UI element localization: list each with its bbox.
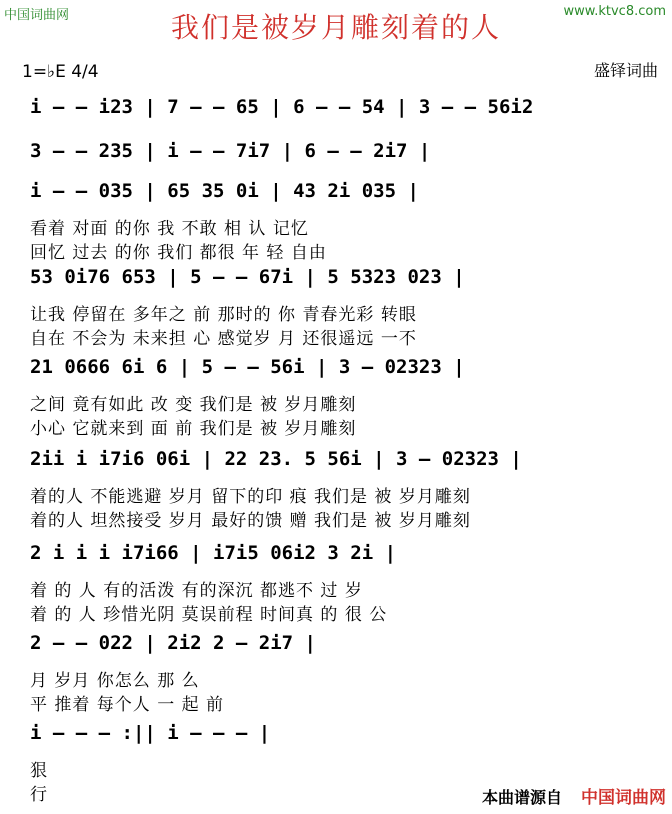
lyric-line: 之间 竟有如此 改 变 我们是 被 岁月雕刻 (30, 395, 357, 415)
notation-row (0, 722, 672, 752)
notation-line: 53 0i76 653 | 5 – – 67i | 5 5323 023 | (30, 266, 465, 288)
notation-line: i – – – :|| i – – – | (30, 722, 271, 744)
notation-row (0, 96, 672, 126)
notation-line: i – – i23 | 7 – – 65 | 6 – – 54 | 3 – – 56i2 (30, 96, 534, 118)
lyric-line: 着的人 不能逃避 岁月 留下的印 痕 我们是 被 岁月雕刻 (30, 487, 471, 507)
notation-line: 3 – – 235 | i – – 7i7 | 6 – – 2i7 | (30, 140, 431, 162)
lyric-line: 着 的 人 有的活泼 有的深沉 都逃不 过 岁 (30, 581, 363, 601)
notation-row (0, 180, 672, 210)
notation-line: 2 i i i i7i66 | i7i5 06i2 3 2i | (30, 542, 397, 564)
source-label: 本曲谱源自 (481, 788, 562, 807)
lyric-line: 小心 它就来到 面 前 我们是 被 岁月雕刻 (30, 419, 357, 439)
lyric-line: 月 岁月 你怎么 那 么 (30, 671, 200, 691)
source-brand: 中国词曲网 (581, 788, 666, 808)
lyric-line: 看着 对面 的你 我 不敢 相 认 记忆 (30, 219, 309, 239)
notation-line: 21 0666 6i 6 | 5 – – 56i | 3 – 02323 | (30, 356, 465, 378)
notation-row (0, 448, 672, 478)
lyricist: 盛铎词曲 (593, 61, 658, 80)
notation-line: 2ii i i7i6 06i | 22 23. 5 56i | 3 – 02323 | (30, 448, 522, 470)
notation-line: 2 – – 022 | 2i2 2 – 2i7 | (30, 632, 316, 654)
lyric-line: 自在 不会为 未来担 心 感觉岁 月 还很遥远 一不 (30, 329, 417, 349)
lyric-line: 回忆 过去 的你 我们 都很 年 轻 自由 (30, 243, 327, 263)
notation-row (0, 356, 672, 386)
watermark-left: 中国词曲网 (4, 8, 70, 23)
lyric-line: 平 推着 每个人 一 起 前 (30, 695, 225, 715)
watermark-right: www.ktvc8.com (563, 4, 666, 19)
lyric-line: 着 的 人 珍惜光阴 莫误前程 时间真 的 很 公 (30, 605, 388, 625)
key-signature: 1=♭E 4/4 (22, 62, 99, 82)
song-title: 我们是被岁月雕刻着的人 (170, 11, 501, 44)
lyric-line: 着的人 坦然接受 岁月 最好的馈 赠 我们是 被 岁月雕刻 (30, 511, 471, 531)
notation-row (0, 542, 672, 572)
lyric-line: 狠 (30, 761, 48, 781)
lyric-line: 行 (30, 785, 48, 805)
notation-row (0, 140, 672, 170)
lyric-line: 让我 停留在 多年之 前 那时的 你 青春光彩 转眼 (30, 305, 417, 325)
notation-row (0, 632, 672, 662)
notation-row (0, 266, 672, 296)
notation-line: i – – 035 | 65 35 0i | 43 2i 035 | (30, 180, 419, 202)
